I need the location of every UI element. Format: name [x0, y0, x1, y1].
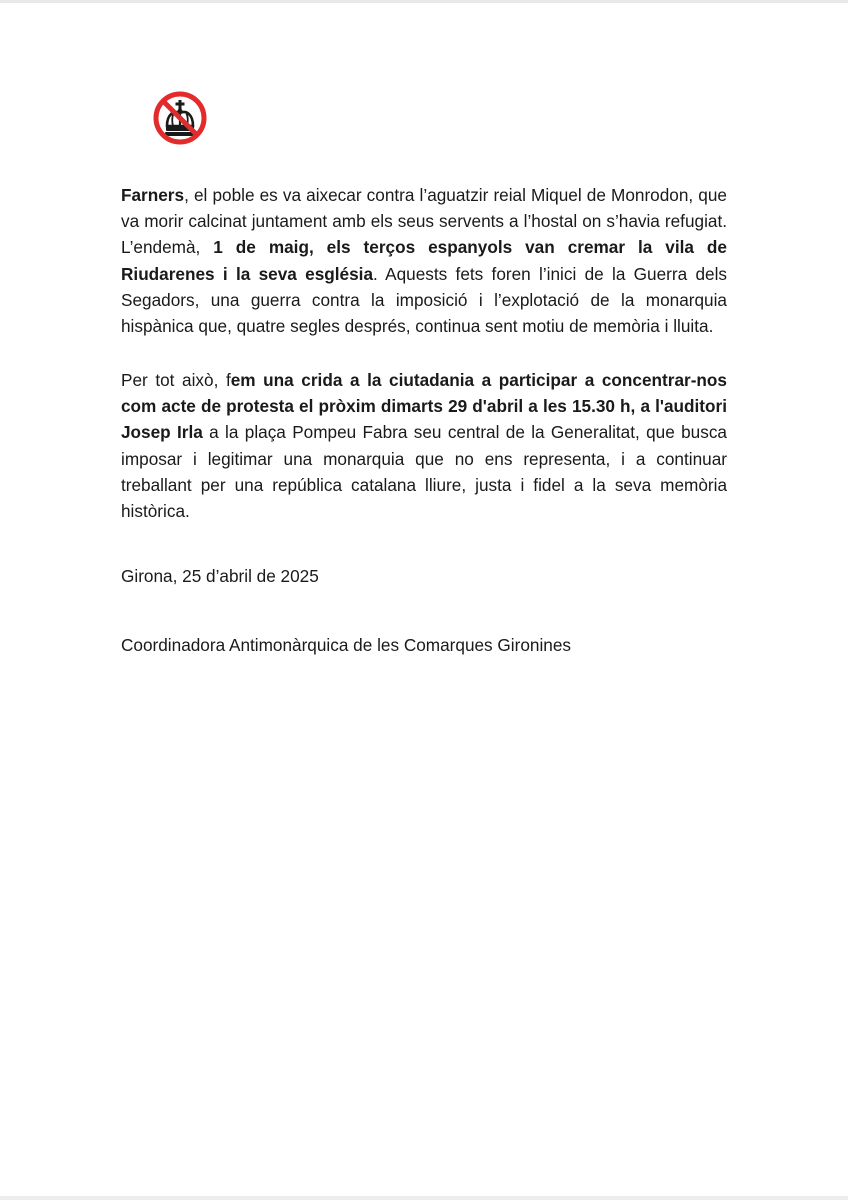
paragraph-farners [121, 182, 727, 339]
page-top-edge [0, 0, 848, 3]
paragraph1-text-b: . Aquests fets foren l’inici de la Guerra dels Segadors, una guerra contra la imposició i l’explotació de la monarquia hispànica que, quatre segles després, continua sent motiu de memòria i lluita. [121, 263, 727, 337]
paragraph1-text-a: , el poble es va aixecar contra l’aguatzir reial Miquel de Monrodon, que va morir calcinat juntament amb els seus servents a l’hostal on s’havia refugiat. L’endemà, [121, 185, 727, 258]
paragraph2-bold: em una crida a la ciutadania a participar a concentrar-nos com acte de protesta el pròxim dimarts 29 d'abril a les 15.30 h, a l'auditori Josep Irla [121, 370, 727, 443]
paragraph2-text-b: a la plaça Pompeu Fabra seu central de la Generalitat, que busca imposar i legitimar una monarquia que no ens representa, i a continuar treballant per una república catalana lliure, justa i fidel a la seva memòria històrica. [121, 422, 727, 522]
paragraph2-text-a: Per tot això, f [121, 370, 231, 390]
paragraph-call-to-action [121, 367, 727, 524]
paragraph1-bold-start: Farners [121, 185, 185, 205]
signature: Coordinadora Antimonàrquica de les Comarques Gironines [121, 635, 571, 655]
crossed-out-crown-icon [152, 90, 208, 146]
page-bottom-edge [0, 1196, 848, 1200]
paragraph1-bold-middle: 1 de maig, els terços espanyols van cremar la vila de Riudarenes i la seva església [121, 237, 727, 284]
date-line: Girona, 25 d’abril de 2025 [121, 566, 319, 586]
crossed-out-crown-svg [152, 90, 208, 146]
